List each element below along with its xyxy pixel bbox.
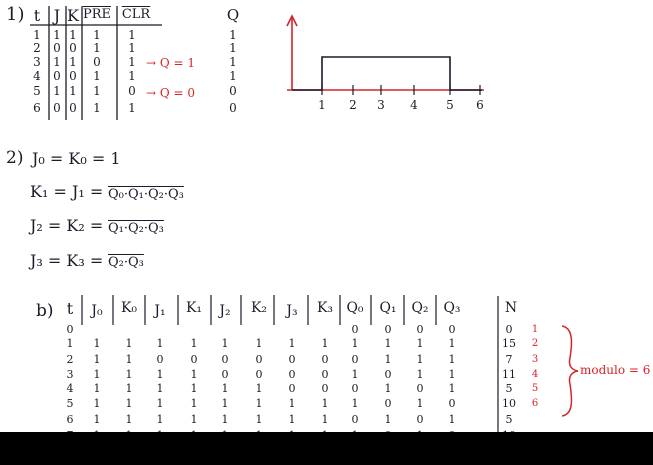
table-cell: 1 xyxy=(351,368,359,381)
n-value-cell: 5 xyxy=(505,382,513,395)
table-cell: 1 xyxy=(66,337,74,350)
table-cell: 1 xyxy=(321,397,329,410)
q-cell: 0 xyxy=(229,84,237,98)
table-cell: 1 xyxy=(156,368,164,381)
table-cell: 0 xyxy=(288,368,296,381)
table-cell: 1 xyxy=(384,413,392,426)
table-cell: 1 xyxy=(321,413,329,426)
table-cell: 1 xyxy=(288,413,296,426)
table-cell: 1 xyxy=(416,397,424,410)
table-header: K₂ xyxy=(250,300,268,316)
table-cell: 1 xyxy=(448,382,456,395)
count-label: 4 xyxy=(531,369,539,380)
table-cell: 1 xyxy=(255,397,263,410)
table-cell: 1 xyxy=(93,368,101,381)
table-header: J₁ xyxy=(154,303,166,319)
table-cell: 1 xyxy=(128,41,136,55)
table-cell: 2 xyxy=(66,353,74,366)
table-cell: 1 xyxy=(93,84,101,98)
table-cell: 0 xyxy=(416,413,424,426)
table-cell: 0 xyxy=(384,368,392,381)
table-cell: 1 xyxy=(93,413,101,426)
table-header: $\overline{PRE}$ xyxy=(82,7,112,22)
table-cell: 1 xyxy=(125,368,133,381)
table-cell: 3 xyxy=(66,368,74,381)
n-value-cell: 7 xyxy=(505,353,513,366)
tick-label: 6 xyxy=(476,98,484,112)
table-cell: 1 xyxy=(448,353,456,366)
table-cell: 1 xyxy=(190,382,198,395)
table-cell: 1 xyxy=(190,397,198,410)
table-cell: 1 xyxy=(93,28,101,42)
table-header: K₁ xyxy=(185,300,203,316)
q-header: Q xyxy=(226,6,240,24)
equation-j0-k0: J₀ = K₀ = 1 xyxy=(32,149,121,168)
table-cell: 1 xyxy=(416,337,424,350)
table-cell: 1 xyxy=(125,353,133,366)
table-cell: 0 xyxy=(448,323,456,336)
q-cell: 1 xyxy=(229,69,237,83)
table-cell: 0 xyxy=(321,353,329,366)
n-value-cell: 10 xyxy=(502,397,516,410)
tick-label: 5 xyxy=(446,98,454,112)
table-cell: 1 xyxy=(125,382,133,395)
table-cell: 1 xyxy=(416,368,424,381)
count-label: 5 xyxy=(531,383,539,394)
table-cell: 0 xyxy=(384,397,392,410)
table-cell: 0 xyxy=(288,353,296,366)
tick-label: 1 xyxy=(318,98,326,112)
n-value-cell: 0 xyxy=(505,323,513,336)
equation-j3-k3-lhs: J₃ = K₃ = xyxy=(30,251,104,270)
table-header: J₂ xyxy=(219,303,231,319)
table-cell: 0 xyxy=(128,84,136,98)
n-value-cell: 11 xyxy=(502,368,516,381)
table-header: J₀ xyxy=(91,303,103,319)
table-cell: 1 xyxy=(156,337,164,350)
table-cell: 1 xyxy=(190,368,198,381)
table-cell: 1 xyxy=(53,28,61,42)
table-cell: 0 xyxy=(321,382,329,395)
table-cell: 1 xyxy=(416,353,424,366)
table-header: Q₂ xyxy=(411,300,429,316)
table-cell: 1 xyxy=(448,368,456,381)
table-cell: 5 xyxy=(66,397,74,410)
part1-label: 1) xyxy=(6,4,25,25)
count-label: 2 xyxy=(531,338,539,349)
q-cell: 0 xyxy=(229,101,237,115)
table-cell: 1 xyxy=(125,337,133,350)
equation-j2-k2-lhs: J₂ = K₂ = xyxy=(30,216,104,235)
table-cell: 1 xyxy=(128,101,136,115)
table-cell: 1 xyxy=(321,337,329,350)
table-cell: 1 xyxy=(128,69,136,83)
table-cell: 1 xyxy=(255,413,263,426)
table-cell: 1 xyxy=(69,28,77,42)
table-cell: 1 xyxy=(93,69,101,83)
table-cell: 0 xyxy=(384,323,392,336)
table-cell: 1 xyxy=(156,382,164,395)
table-header: Q₁ xyxy=(379,300,397,316)
n-value-cell: 15 xyxy=(502,337,516,350)
table-cell: 1 xyxy=(190,413,198,426)
table-cell: 0 xyxy=(53,69,61,83)
table-cell: 1 xyxy=(384,353,392,366)
n-value-cell: 5 xyxy=(505,413,513,426)
table-cell: 1 xyxy=(53,55,61,69)
table-cell: 1 xyxy=(221,337,229,350)
table-header: J₃ xyxy=(286,303,298,319)
equation-k1-j1-lhs: K₁ = J₁ = xyxy=(30,182,104,201)
annotation-q-set: → Q = 1 xyxy=(146,56,196,70)
table-cell: 1 xyxy=(190,337,198,350)
table-cell: 1 xyxy=(69,55,77,69)
table-header: K xyxy=(67,6,79,25)
equation-k1-j1-rhs: Q₀·Q₁·Q₂·Q₃ xyxy=(108,187,184,202)
table-cell: 1 xyxy=(53,84,61,98)
table-cell: 1 xyxy=(156,397,164,410)
table-cell: 0 xyxy=(255,368,263,381)
table-cell: 0 xyxy=(351,413,359,426)
table-cell: 6 xyxy=(33,101,41,115)
table-cell: 0 xyxy=(288,382,296,395)
bottom-black-bar xyxy=(0,432,653,465)
table-cell: 1 xyxy=(93,101,101,115)
table-cell: 1 xyxy=(93,41,101,55)
table-cell: 0 xyxy=(255,353,263,366)
table-header: K₀ xyxy=(120,300,138,316)
table-header: Q₀ xyxy=(346,300,364,316)
table-header: t xyxy=(66,299,74,318)
table-cell: 0 xyxy=(156,353,164,366)
table-cell: 1 xyxy=(93,397,101,410)
table-cell: 1 xyxy=(288,397,296,410)
table-header: t xyxy=(33,6,41,25)
table-cell: 0 xyxy=(321,368,329,381)
table-cell: 0 xyxy=(351,353,359,366)
table-cell: 1 xyxy=(221,397,229,410)
q-cell: 1 xyxy=(229,55,237,69)
table-cell: 0 xyxy=(416,382,424,395)
table-cell: 1 xyxy=(128,28,136,42)
table-cell: 0 xyxy=(53,101,61,115)
table-cell: 1 xyxy=(93,353,101,366)
table-cell: 0 xyxy=(66,323,74,336)
table-header: Q₃ xyxy=(443,300,461,316)
table-cell: 1 xyxy=(384,382,392,395)
tick-label: 3 xyxy=(377,98,385,112)
table-cell: 0 xyxy=(221,353,229,366)
table-cell: 5 xyxy=(33,84,41,98)
table-cell: 1 xyxy=(351,337,359,350)
table-cell: 0 xyxy=(93,55,101,69)
table-cell: 0 xyxy=(190,353,198,366)
table-cell: 1 xyxy=(351,397,359,410)
table-cell: 1 xyxy=(221,413,229,426)
modulo-label: modulo = 6 xyxy=(580,363,651,377)
table-cell: 2 xyxy=(33,41,41,55)
table-cell: 1 xyxy=(288,337,296,350)
table-cell: 1 xyxy=(384,337,392,350)
table-header: $\overline{CLR}$ xyxy=(121,7,151,22)
equation-j2-k2-rhs: Q₁·Q₂·Q₃ xyxy=(108,221,164,236)
annotation-q-reset: → Q = 0 xyxy=(146,86,196,100)
table-cell: 1 xyxy=(255,337,263,350)
table-cell: 0 xyxy=(351,382,359,395)
table-cell: 0 xyxy=(53,41,61,55)
table-cell: 1 xyxy=(448,337,456,350)
table-cell: 1 xyxy=(221,382,229,395)
table-cell: 0 xyxy=(69,41,77,55)
table-cell: 0 xyxy=(69,101,77,115)
table-cell: 1 xyxy=(448,413,456,426)
partb-label: b) xyxy=(36,301,54,321)
count-label: 6 xyxy=(531,398,539,409)
tick-label: 2 xyxy=(349,98,357,112)
table-cell: 0 xyxy=(448,397,456,410)
table-cell: 0 xyxy=(221,368,229,381)
table-cell: 1 xyxy=(156,413,164,426)
table-header: K₃ xyxy=(316,300,334,316)
part2-label: 2) xyxy=(6,148,24,168)
table-cell: 4 xyxy=(33,69,41,83)
table-header: J xyxy=(53,6,61,25)
count-label: 3 xyxy=(531,354,539,365)
table-cell: 0 xyxy=(69,69,77,83)
table-cell: 6 xyxy=(66,413,74,426)
table-cell: 1 xyxy=(128,55,136,69)
q-cell: 1 xyxy=(229,28,237,42)
table-header: N xyxy=(504,300,518,316)
table-cell: 1 xyxy=(93,382,101,395)
count-label: 1 xyxy=(531,324,539,335)
table-cell: 0 xyxy=(416,323,424,336)
q-cell: 1 xyxy=(229,41,237,55)
table-cell: 0 xyxy=(351,323,359,336)
table-cell: 1 xyxy=(93,337,101,350)
table-cell: 1 xyxy=(255,382,263,395)
equation-j3-k3-rhs: Q₂·Q₃ xyxy=(108,255,144,270)
table-cell: 1 xyxy=(125,413,133,426)
table-cell: 4 xyxy=(66,382,74,395)
table-cell: 3 xyxy=(33,55,41,69)
tick-label: 4 xyxy=(410,98,418,112)
table-cell: 1 xyxy=(69,84,77,98)
table-cell: 1 xyxy=(33,28,41,42)
table-cell: 1 xyxy=(125,397,133,410)
